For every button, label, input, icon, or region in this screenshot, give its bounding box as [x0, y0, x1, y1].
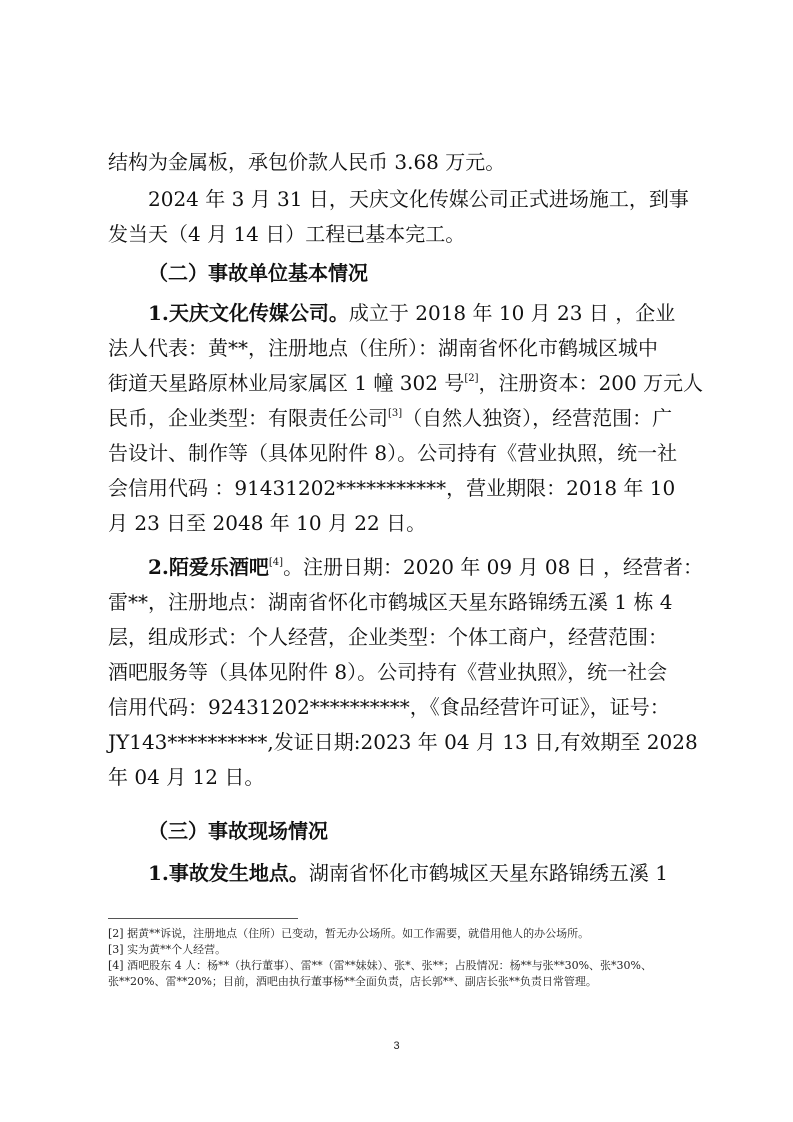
footnote-2: [2] 据黄**诉说，注册地点（住所）已变动，暂无办公场所。如工作需要，就借用他人的办公场所。 [108, 927, 590, 940]
paragraph-construction-start [108, 182, 698, 252]
footnote-ref: [2] [464, 373, 479, 384]
footnote-4: [4] 酒吧股东 4 人：杨**（执行董事）、雷**（雷**妹妹）、张*、张**；占股情况：杨**与张**30%、张*30%、 [108, 959, 652, 972]
text-line: 酒吧服务等（具体见附件 8）。公司持有《营业执照》，统一社会 [108, 660, 668, 684]
paragraph-accident-location [108, 856, 698, 891]
paragraph-contract-price [108, 145, 698, 180]
text-line: 1.事故发生地点。湖南省怀化市鹤城区天星东路锦绣五溪 1 [148, 861, 668, 885]
text-line: 2.陌爱乐酒吧[4]。注册日期：2020 年 09 月 08 日 ，经营者： [148, 555, 704, 579]
text-line: 层，组成形式：个人经营，企业类型：个体工商户，经营范围： [108, 625, 668, 649]
page-number: 3 [393, 1040, 400, 1052]
footnotes [108, 926, 700, 990]
text-line: 月 23 日至 2048 年 10 月 22 日。 [108, 511, 427, 535]
text-line: JY143**********,发证日期:2023 年 04 月 13 日,有效期至 2028 [108, 730, 698, 754]
text-line: 告设计、制作等（具体见附件 8）。公司持有《营业执照，统一社 [108, 441, 678, 465]
paragraph-moaile-bar [108, 550, 704, 795]
item-lead-title: 1.事故发生地点。 [148, 861, 309, 885]
text-line: 发当天（4 月 14 日）工程已基本完工。 [108, 222, 466, 246]
text-line: 年 04 月 12 日。 [108, 765, 265, 789]
text-line: 1.天庆文化传媒公司。成立于 2018 年 10 月 23 日 ，企业 [148, 301, 676, 325]
item-lead-title: 1.天庆文化传媒公司。 [148, 301, 349, 325]
text-line: 信用代码：92431202**********，《食品经营许可证》，证号： [108, 695, 670, 719]
footnote-ref: [4] [268, 557, 284, 568]
item-lead-title: 2.陌爱乐酒吧 [148, 555, 269, 579]
text-line: 2024 年 3 月 31 日，天庆文化传媒公司正式进场施工，到事 [148, 187, 689, 211]
text-line: 会信用代码 ：91431202***********，营业期限：2018 年 10 [108, 476, 676, 500]
footnote-ref: [3] [388, 408, 403, 419]
footnote-separator [108, 918, 298, 919]
paragraph-tianqing-company [108, 296, 704, 541]
text-line: 结构为金属板，承包价款人民币 3.68 万元。 [108, 150, 506, 174]
section-heading-accident-units: （二）事故单位基本情况 [148, 261, 368, 285]
footnote-3: [3] 实为黄**个人经营。 [108, 943, 227, 956]
text-line: 法人代表：黄**，注册地点（住所）：湖南省怀化市鹤城区城中 [108, 336, 658, 360]
text-line: 街道天星路原林业局家属区 1 幢 302 号[2]，注册资本：200 万元人 [108, 371, 704, 395]
text-line: 雷**，注册地点：湖南省怀化市鹤城区天星东路锦绣五溪 1 栋 4 [108, 590, 673, 614]
text-line: 民币，企业类型：有限责任公司[3]（自然人独资），经营范围：广 [108, 406, 673, 430]
section-heading-accident-scene: （三）事故现场情况 [148, 819, 328, 843]
footnote-4-continued: 张**20%、雷**20%；目前，酒吧由执行董事杨**全面负责，店长郭**、副店长张**负责日常管理。 [108, 975, 597, 988]
